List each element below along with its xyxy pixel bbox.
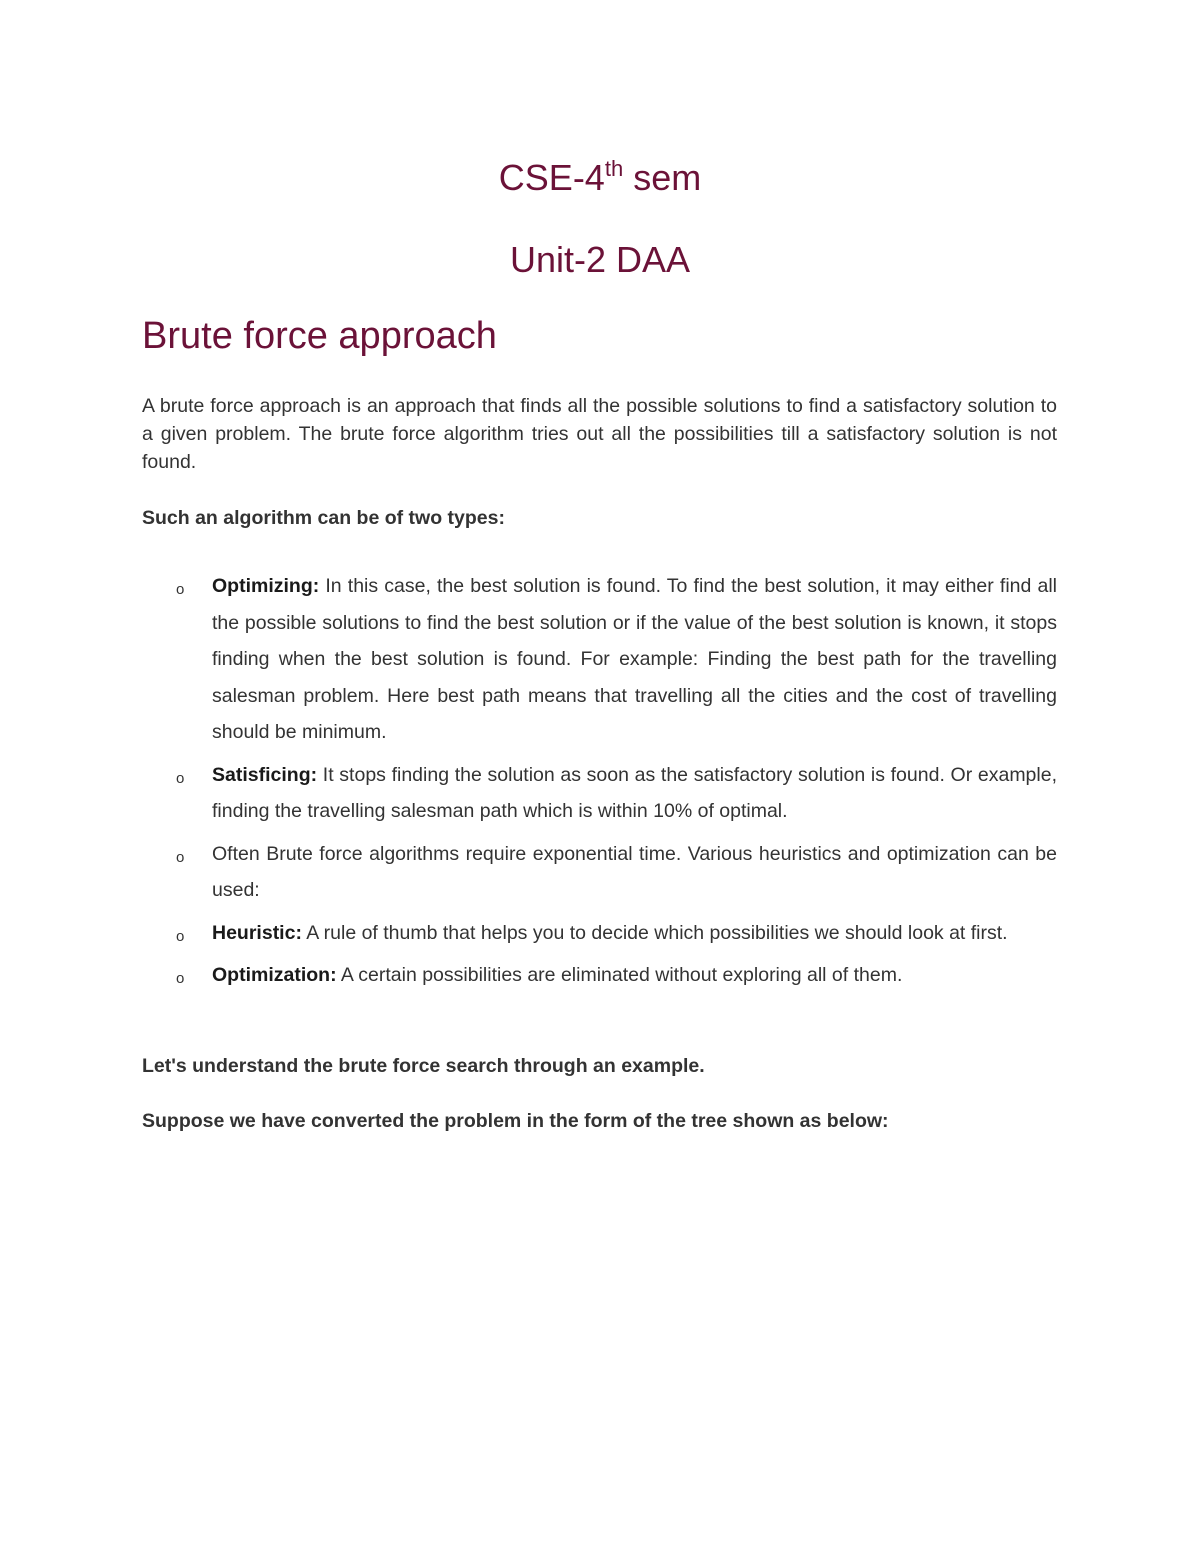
list-item-exponential-time (142, 836, 1057, 909)
types-label: Such an algorithm can be of two types: (142, 507, 505, 529)
list-item-heuristic (142, 915, 1057, 952)
bullet-icon: o (176, 970, 185, 987)
list-item-text: A certain possibilities are eliminated without exploring all of them. (336, 964, 903, 986)
list-item-term: Heuristic: (212, 921, 302, 944)
bullet-icon: o (176, 927, 185, 945)
list-item-text: It stops finding the solution as soon as the satisfactory solution is found. Or example, finding the travelling salesman path which is within 10% of optimal. (212, 763, 1057, 822)
tree-intro-line: Suppose we have converted the problem in the form of the tree shown as below: (142, 1110, 889, 1132)
types-list (142, 568, 1057, 1000)
course-title-suffix: sem (623, 157, 702, 198)
list-item-text: In this case, the best solution is found. To find the best solution, it may either find all the possible solutions to find the best solution or if the value of the best solution is known, it stops finding when the best solution is found. For example: Finding the best path for the travelling salesman problem. Here best path means that travelling all the cities and the cost of travelling should be minimum. (212, 575, 1057, 743)
example-line: Let's understand the brute force search through an example. (142, 1055, 705, 1077)
list-item-satisficing (142, 757, 1057, 830)
bullet-icon: o (176, 769, 185, 787)
list-item-text: Often Brute force algorithms require exponential time. Various heuristics and optimization can be used: (212, 842, 1057, 901)
list-item-text: A rule of thumb that helps you to decide which possibilities we should look at first. (301, 921, 1008, 944)
course-title-superscript: th (604, 156, 624, 181)
list-item-term: Satisficing: (212, 763, 318, 786)
list-item-term: Optimizing: (212, 575, 320, 597)
course-title-prefix: CSE-4 (498, 157, 605, 198)
list-item-optimizing (142, 568, 1057, 751)
list-item-term: Optimization: (212, 964, 337, 986)
course-title (0, 158, 1200, 198)
list-item-optimization (142, 957, 1057, 994)
intro-paragraph: A brute force approach is an approach that finds all the possible solutions to find a satisfactory solution to a given problem. The brute force algorithm tries out all the possibilities till a satisfactory solution is not found. (142, 395, 1057, 473)
bullet-icon: o (176, 848, 185, 866)
bullet-icon: o (176, 581, 185, 598)
section-heading: Brute force approach (142, 315, 497, 357)
unit-title: Unit-2 DAA (509, 239, 691, 280)
